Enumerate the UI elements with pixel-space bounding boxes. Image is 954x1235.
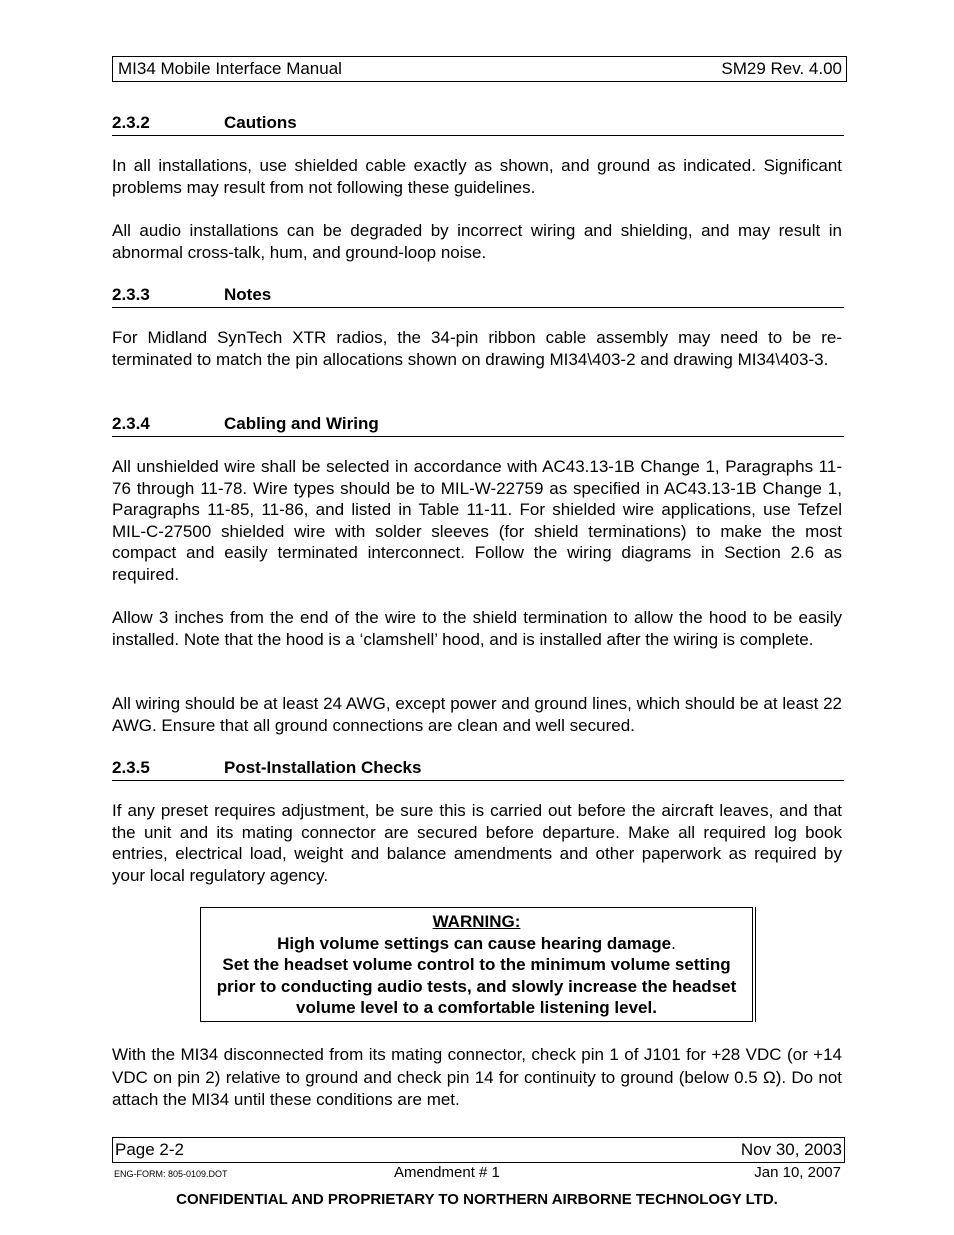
section-title: Cabling and Wiring [224,414,379,433]
section-heading-cabling [112,414,844,437]
section-number: 2.3.2 [112,113,150,132]
paragraph: All wiring should be at least 24 AWG, except power and ground lines, which should be at least 22 AWG. Ensure that all ground connections are clean and well secured. [112,694,842,735]
amendment-label: Amendment # 1 [394,1164,500,1181]
section-title: Post-Installation Checks [224,758,422,777]
section-number: 2.3.5 [112,758,150,777]
section-heading-post-installation [112,758,844,781]
section-heading-cautions [112,113,844,136]
warning-line-text: High volume settings can cause hearing damage [277,933,672,953]
page-header [112,56,847,82]
confidential-notice: CONFIDENTIAL AND PROPRIETARY TO NORTHERN AIRBORNE TECHNOLOGY LTD. [176,1191,778,1208]
warning-heading: WARNING: [432,912,521,931]
section-number: 2.3.3 [112,285,150,304]
section-heading-notes [112,285,844,308]
paragraph: All audio installations can be degraded by incorrect wiring and shielding, and may result in abnormal cross-talk, hum, and ground-loop noise. [112,221,842,262]
section-title: Cautions [224,113,297,132]
manual-title: MI34 Mobile Interface Manual [118,59,342,78]
section-number: 2.3.4 [112,414,150,433]
warning-line [201,933,752,955]
amendment-date: Jan 10, 2007 [754,1164,841,1181]
footer-date: Nov 30, 2003 [740,1140,842,1159]
revision-label: SM29 Rev. 4.00 [721,59,842,78]
form-id: ENG-FORM: 805-0109.DOT [114,1169,228,1179]
paragraph: In all installations, use shielded cable exactly as shown, and ground as indicated. Significant problems may result from not following these guidelines. [112,156,842,197]
warning-instructions: Set the headset volume control to the minimum volume setting prior to conducting audio tests, and slowly increase the headset volume level to a comfortable listening level. [216,955,737,1017]
warning-box [200,907,753,1022]
paragraph: All unshielded wire shall be selected in accordance with AC43.13-1B Change 1, Paragraphs 11-76 through 11-78. Wire types should be to MIL-W-22759 as specified in AC43.13-1B Change 1, Paragraphs 11-85, 11-86, and listed in Table 11-11. For shielded wire applications, use Tefzel MIL-C-27500 shielded wire with solder sleeves (for shield terminations) to make the most compact and easily terminated interconnect. Follow the wiring diagrams in Section 2.6 as required. [112,457,842,584]
warning-line-period: . [671,933,676,953]
paragraph: If any preset requires adjustment, be sure this is carried out before the aircraft leaves, and that the unit and its mating connector are secured before departure. Make all required log book entries, electrical load, weight and balance amendments and other paperwork as required by your local regulatory agency. [112,801,842,885]
page-footer [112,1137,845,1163]
page-number: Page 2-2 [115,1140,184,1159]
paragraph: For Midland SynTech XTR radios, the 34-pin ribbon cable assembly may need to be re-terminated to match the pin allocations shown on drawing MI34\403-2 and drawing MI34\403-3. [112,328,842,369]
footer-meta [112,1163,843,1183]
paragraph: Allow 3 inches from the end of the wire to the shield termination to allow the hood to be easily installed. Note that the hood is a ‘clamshell’ hood, and is installed after the wiring is complete. [112,608,842,649]
paragraph: With the MI34 disconnected from its mating connector, check pin 1 of J101 for +28 VDC (or +14 VDC on pin 2) relative to ground and check pin 14 for continuity to ground (below 0.5 Ω). Do not attach the MI34 until these conditions are met. [112,1045,842,1109]
section-title: Notes [224,285,272,304]
